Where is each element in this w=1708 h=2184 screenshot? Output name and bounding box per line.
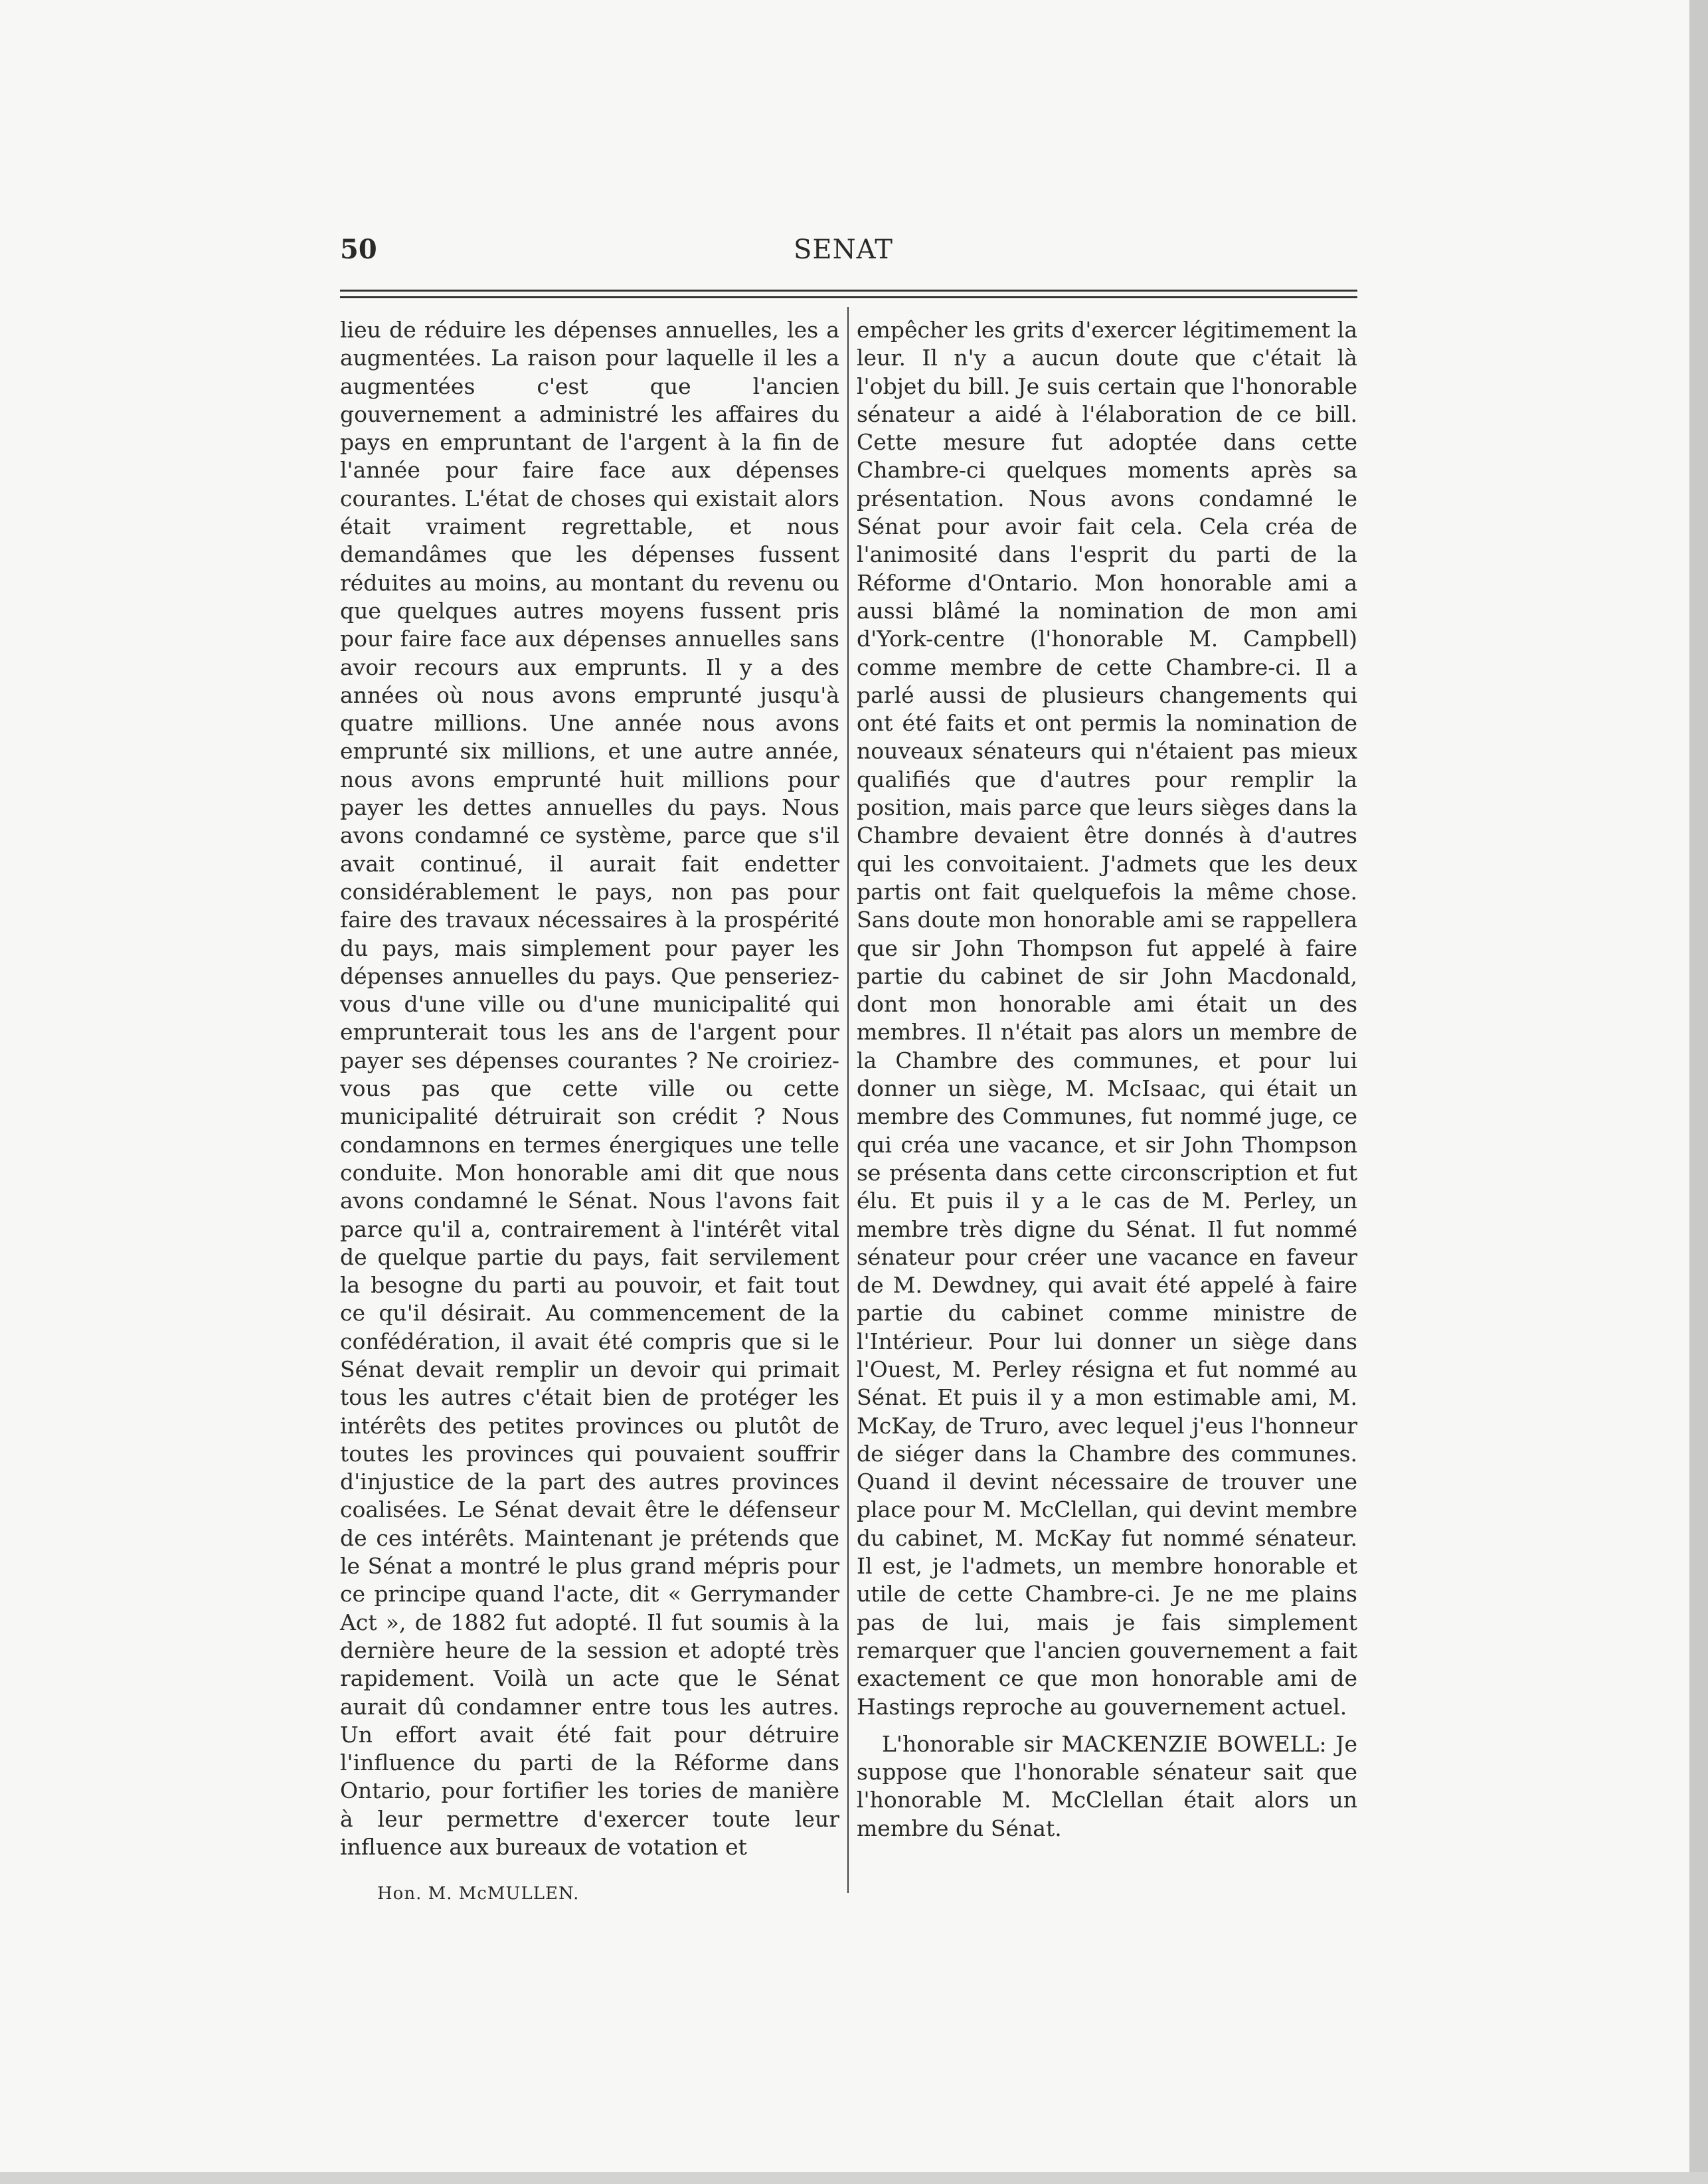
scan-border-bottom — [0, 2172, 1708, 2184]
right-column — [857, 316, 1357, 1843]
scan-border-right — [1689, 0, 1708, 2184]
right-column-paragraph-2: L'honorable sir MACKENZIE BOWELL: Je suppose que l'honorable sénateur sait que l'honorable M. McClellan était alors un membre du Sénat. — [857, 1730, 1357, 1841]
column-divider — [847, 307, 849, 1893]
left-column — [340, 316, 839, 1861]
speaker-footer: Hon. M. McMULLEN. — [377, 1884, 580, 1904]
page-number: 50 — [340, 234, 377, 265]
header-rule-bottom — [340, 296, 1357, 298]
right-column-paragraph-1: empêcher les grits d'exercer légitimement la leur. Il n'y a aucun doute que c'était là l'objet du bill. Je suis certain que l'honorable sénateur a aidé à l'élaboration de ce bill. Cette mesure fut adoptée dans cette Chambre-ci quelques moments après sa présentation. Nous avons condamné le Sénat pour avoir fait cela. Cela créa de l'animosité dans l'esprit du parti de la Réforme d'Ontario. Mon honorable ami a aussi blâmé la nomination de mon ami d'York-centre (l'honorable M. Campbell) comme membre de cette Chambre-ci. Il a parlé aussi de plusieurs changements qui ont été faits et ont permis la nomination de nouveaux sénateurs qui n'étaient pas mieux qualifiés que d'autres pour remplir la position, mais parce que leurs sièges dans la Chambre devaient être donnés à d'autres qui les convoitaient. J'admets que les deux partis ont fait quelquefois la même chose. Sans doute mon honorable ami se rappellera que sir John Thompson fut appelé à faire partie du cabinet de sir John Macdonald, dont mon honorable ami était un des membres. Il n'était pas alors un membre de la Chambre des communes, et pour lui donner un siège, M. McIsaac, qui était un membre des Communes, fut nommé juge, ce qui créa une vacance, et sir John Thompson se présenta dans cette circonscription et fut élu. Et puis il y a le cas de M. Perley, un membre très digne du Sénat. Il fut nommé sénateur pour créer une vacance en faveur de M. Dewdney, qui avait été appelé à faire partie du cabinet comme ministre de l'Intérieur. Pour lui donner un siège dans l'Ouest, M. Perley résigna et fut nommé au Sénat. Et puis il y a mon estimable ami, M. McKay, de Truro, avec lequel j'eus l'honneur de siéger dans la Chambre des communes. Quand il devint nécessaire de trouver une place pour M. McClellan, qui devint membre du cabinet, M. McKay fut nommé sénateur. Il est, je l'admets, un membre honorable et utile de cette Chambre-ci. Je ne me plains pas de lui, mais je fais simplement remarquer que l'ancien gouvernement a fait exactement ce que mon honorable ami de Hastings reproche au gouvernement actuel. — [857, 317, 1357, 1720]
page-title: SENAT — [794, 234, 893, 265]
left-column-text: lieu de réduire les dépenses annuelles, les a augmentées. La raison pour laquelle il les a augmentées c'est que l'ancien gouvernement a administré les affaires du pays en empruntant de l'argent à la fin de l'année pour faire face aux dépenses courantes. L'état de choses qui existait alors était vraiment regrettable, et nous demandâmes que les dépenses fussent réduites au moins, au montant du revenu ou que quelques autres moyens fussent pris pour faire face aux dépenses annuelles sans avoir recours aux emprunts. Il y a des années où nous avons emprunté jusqu'à quatre millions. Une année nous avons emprunté six millions, et une autre année, nous avons emprunté huit millions pour payer les dettes annuelles du pays. Nous avons condamné ce système, parce que s'il avait continué, il aurait fait endetter considérablement le pays, non pas pour faire des travaux nécessaires à la prospérité du pays, mais simplement pour payer les dépenses annuelles du pays. Que penseriez-vous d'une ville ou d'une municipalité qui emprunterait tous les ans de l'argent pour payer ses dépenses courantes ? Ne croiriez-vous pas que cette ville ou cette municipalité détruirait son crédit ? Nous condamnons en termes énergiques une telle conduite. Mon honorable ami dit que nous avons condamné le Sénat. Nous l'avons fait parce qu'il a, contrairement à l'intérêt vital de quelque partie du pays, fait servilement la besogne du parti au pouvoir, et fait tout ce qu'il désirait. Au commencement de la confédération, il avait été compris que si le Sénat devait remplir un devoir qui primait tous les autres c'était bien de protéger les intérêts des petites provinces ou plutôt de toutes les provinces qui pouvaient souffrir d'injustice de la part des autres provinces coalisées. Le Sénat devait être le défenseur de ces intérêts. Maintenant je prétends que le Sénat a montré le plus grand mépris pour ce principe quand l'acte, dit « Gerrymander Act », de 1882 fut adopté. Il fut soumis à la dernière heure de la session et adopté très rapidement. Voilà un acte que le Sénat aurait dû condamner entre tous les autres. Un effort avait été fait pour détruire l'influence du parti de la Réforme dans Ontario, pour fortifier les tories de manière à leur permettre d'exercer toute leur influence aux bureaux de votation et — [340, 317, 839, 1861]
header-rule-top — [340, 290, 1357, 292]
